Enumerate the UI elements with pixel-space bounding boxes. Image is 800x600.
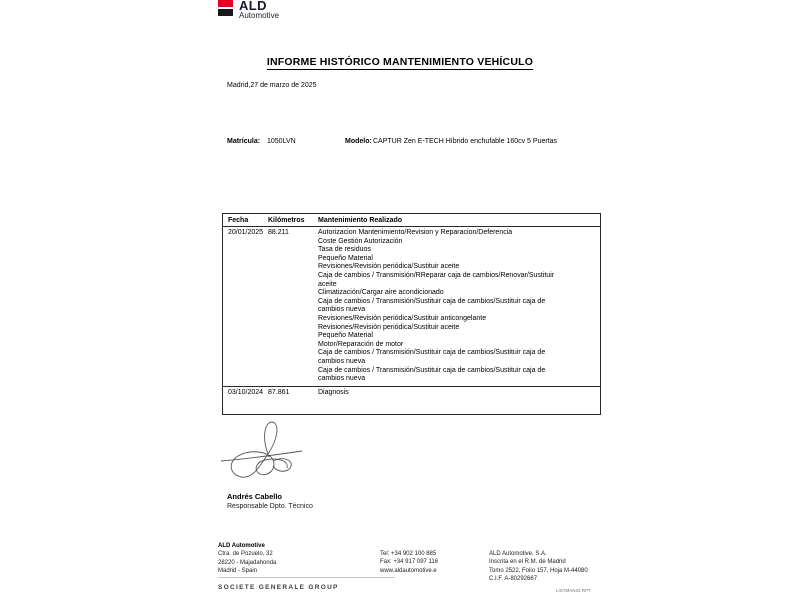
maintenance-items	[318, 389, 600, 398]
maintenance-item: Pequeño Material	[318, 332, 373, 340]
cell-fecha: 20/01/2025	[228, 229, 264, 236]
logo-sub-text: Automotive	[239, 11, 280, 20]
maintenance-item: Coste Gestión Autorización	[318, 237, 403, 245]
maintenance-item: Diagnosis	[318, 388, 349, 396]
footer-legal-line: ALD Automotive, S.A.	[489, 551, 547, 557]
footer-company: ALD Automotive	[218, 543, 265, 549]
societe-generale-square-icon	[218, 0, 233, 16]
logo-red-bar	[218, 0, 233, 7]
maintenance-item: Tasa de residuos	[318, 246, 371, 254]
maintenance-item: Caja de cambios / Transmisión/Sustituir caja de cambios/Sustituir caja de cambios nueva	[318, 366, 546, 383]
signature-scribble	[220, 418, 320, 493]
signatory-name: Andrés Cabello	[227, 492, 283, 501]
maintenance-items	[318, 229, 600, 384]
maintenance-item: Revisiones/Revisión periódica/Sustituir anticongelante	[318, 314, 487, 322]
report-title: INFORME HISTÓRICO MANTENIMIENTO VEHÍCULO	[266, 56, 534, 68]
matricula-label: Matrícula:	[227, 138, 261, 145]
modelo-label: Modelo:	[345, 138, 372, 145]
footer-legal-line: C.I.F. A-80292667	[489, 575, 538, 582]
footer-contact-line: Fax: +34 917 097 116	[380, 559, 439, 566]
logo-black-bar	[218, 9, 233, 16]
cell-fecha: 03/10/2024	[228, 388, 264, 396]
maintenance-item: Caja de cambios / Transmisión/RReparar caja de cambios/Renovar/Sustituir aceite	[318, 271, 555, 288]
ald-logo	[218, 0, 279, 20]
footer-address-line: 28220 - Majadahonda	[218, 559, 277, 566]
date-line: Madrid,27 de marzo de 2025	[227, 82, 317, 89]
report-title-wrap	[0, 52, 800, 70]
maintenance-item: Revisiones/Revisión periódica/Sustituir aceite	[318, 323, 460, 331]
footer-address	[218, 550, 276, 575]
maintenance-item: Revisiones/Revisión periódica/Sustituir aceite	[318, 263, 460, 271]
report-ref: LISTMAN32.RPT	[556, 588, 591, 593]
group-name: SOCIETE GENERALE GROUP	[218, 584, 339, 591]
modelo-value: CAPTUR Zen E-TECH Híbrido enchufable 160cv 5 Puertas	[373, 138, 558, 145]
footer-contact	[380, 550, 438, 575]
footer-contact-line: Tel: +34 902 100 885	[380, 551, 437, 557]
maintenance-item: Caja de cambios / Transmisión/Sustituir caja de cambios/Sustituir caja de cambios nueva	[318, 349, 546, 365]
table-row	[223, 227, 600, 386]
header-kilometros: Kilómetros	[268, 217, 305, 224]
maintenance-item: Pequeño Material	[318, 254, 373, 262]
footer-address-block	[218, 542, 276, 575]
matricula-value: 1050LVN	[267, 138, 296, 145]
table-row	[223, 386, 600, 400]
footer-contact-line: www.aldautomotive.e	[380, 567, 437, 574]
header-mantenimiento: Mantenimiento Realizado	[318, 217, 403, 224]
cell-kilometros: 88.211	[268, 229, 289, 236]
maintenance-item: Autorizacion Mantenimiento/Revision y Reparacion/Deferencia	[318, 229, 513, 236]
footer-divider	[218, 577, 395, 578]
footer-legal-line: Tomo 2522, Folio 157, Hoja M-44080	[489, 567, 588, 574]
maintenance-item: Caja de cambios / Transmisión/Sustituir caja de cambios/Sustituir caja de cambios nueva	[318, 297, 546, 314]
maintenance-table	[222, 213, 601, 415]
header-fecha: Fecha	[228, 217, 249, 224]
logo-brand-text: ALD	[239, 0, 267, 13]
logo-text	[239, 0, 279, 20]
footer-address-line: Madrid - Spain	[218, 567, 258, 574]
maintenance-item: Climatización/Cargar aire acondicionado	[318, 289, 444, 297]
signatory-role: Responsable Dpto. Técnico	[227, 503, 313, 510]
footer-address-line: Ctra. de Pozuelo, 32	[218, 551, 273, 558]
footer-legal-line: Inscrita en el R.M. de Madrid	[489, 559, 566, 566]
table-header-row	[223, 214, 600, 227]
footer-legal	[489, 550, 588, 583]
cell-kilometros: 87.861	[268, 388, 290, 396]
maintenance-item: Motor/Reparación de motor	[318, 340, 404, 348]
